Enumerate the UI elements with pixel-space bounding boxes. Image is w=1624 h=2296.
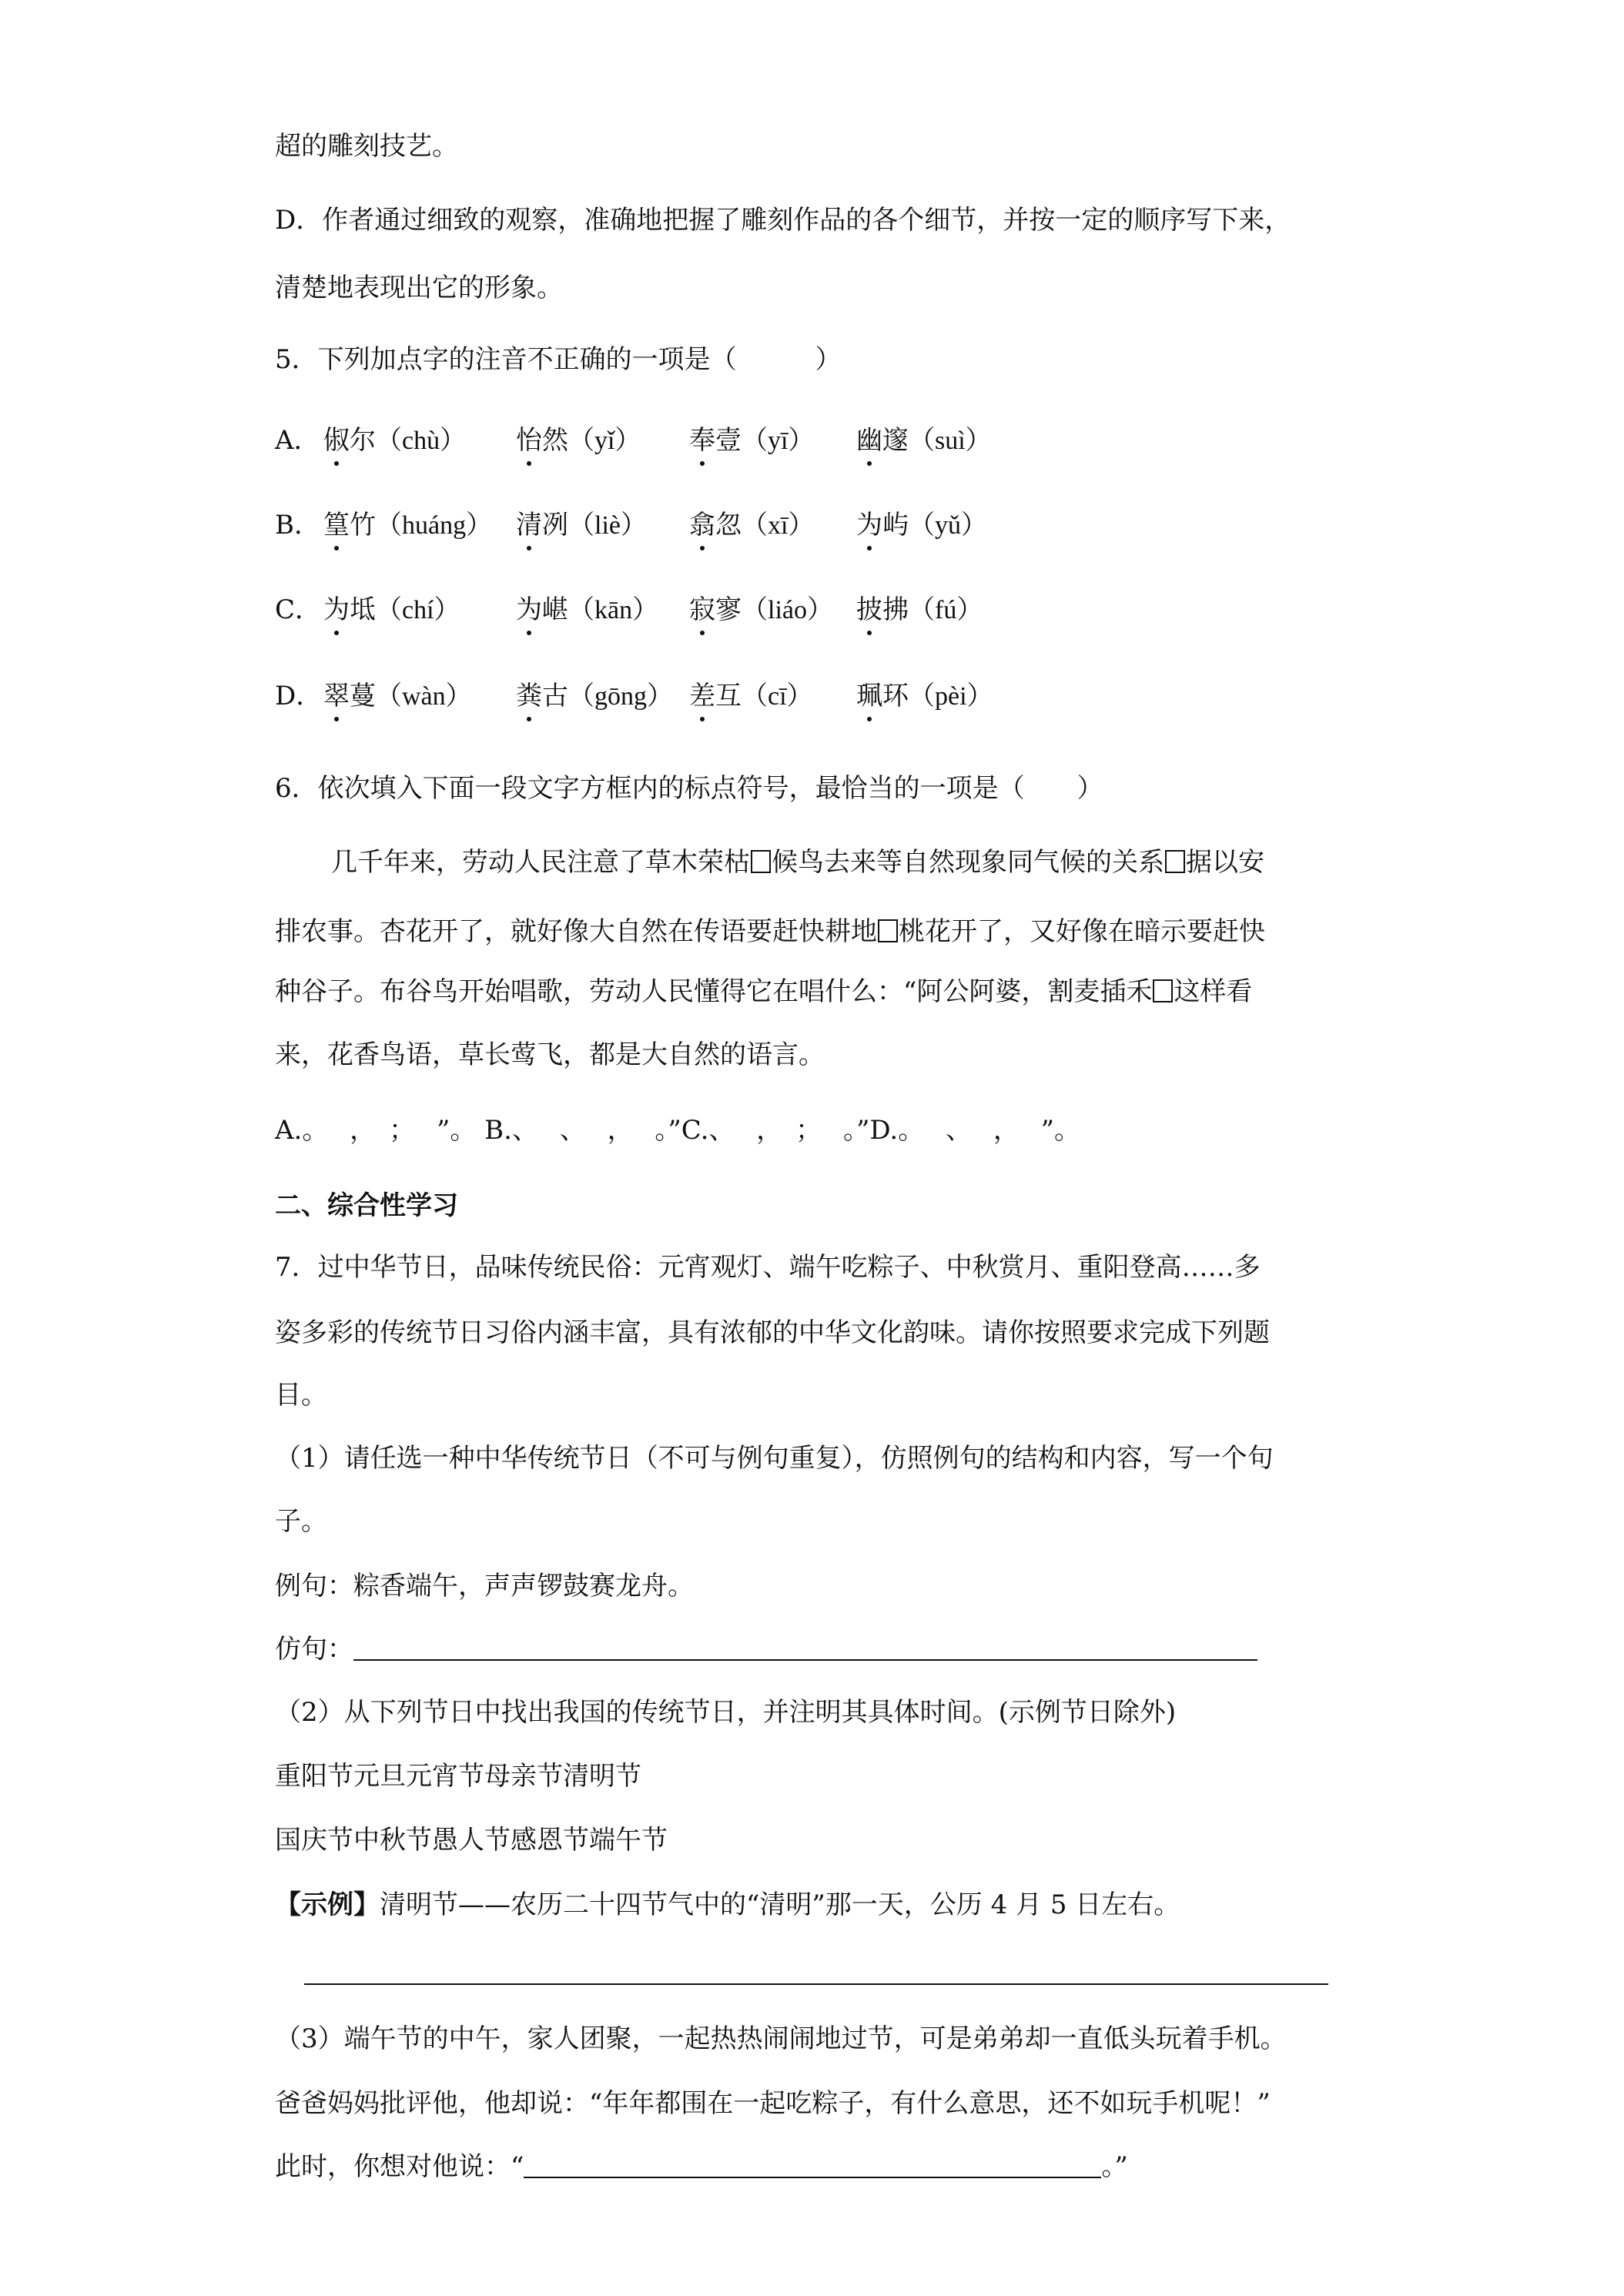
dotted-char: 披	[856, 591, 882, 628]
pinyin: （pèi）	[909, 682, 993, 711]
plain-char: 竹	[350, 510, 376, 541]
section-title: 二、综合性学习	[275, 1190, 458, 1221]
pinyin: （yī）	[742, 427, 815, 455]
pinyin: （chí）	[376, 596, 460, 624]
q4-option-d-line2: 清楚地表现出它的形象。	[275, 273, 563, 303]
blank-box	[1165, 850, 1185, 873]
q5-option-row	[275, 678, 993, 715]
blank-box	[751, 850, 771, 873]
q6-passage-line2	[275, 913, 1265, 950]
dotted-char: 为	[516, 591, 542, 628]
dotted-char: 怡	[516, 422, 542, 459]
plain-char: 邃	[882, 425, 909, 456]
q7-stem-line1: 7．过中华节日，品味传统民俗：元宵观灯、端午吃粽子、中秋赏月、重阳登高……多	[275, 1252, 1261, 1283]
q5-word	[516, 422, 641, 460]
dotted-char: 清	[516, 507, 542, 544]
q5-option-row	[275, 507, 987, 544]
q6-passage-segment: 几千年来，劳动人民注意了草木荣枯	[331, 847, 750, 878]
plain-char: 互	[715, 681, 742, 711]
pinyin: （yǐ）	[568, 427, 641, 455]
q7-stem-line3: 目。	[275, 1380, 327, 1411]
q4-option-c-tail: 超的雕刻技艺。	[275, 131, 458, 162]
q7-sub3-line2: 爸爸妈妈批评他，他却说：“年年都围在一起吃粽子，有什么意思，还不如玩手机呢！”	[275, 2088, 1271, 2119]
dotted-char: 幽	[856, 422, 882, 459]
pinyin: （liè）	[568, 511, 647, 540]
dotted-char: 翠	[323, 678, 350, 715]
plain-char: 冽	[542, 510, 568, 541]
q6-passage-line3	[275, 973, 1252, 1010]
sub3-answer-blank[interactable]	[524, 2152, 1101, 2178]
q5-word	[689, 591, 833, 629]
q5-option-label: C．	[275, 594, 322, 625]
q6-passage-segment: 排农事。杏花开了，就好像大自然在传语要赶快耕地	[275, 916, 877, 947]
q6-options: A.。 ， ； ”。 B.、 、 ， 。”C.、 ， ； 。”D.。 、 ， ”。	[275, 1115, 1081, 1146]
q7-sub3-prefix: 此时，你想对他说：“	[275, 2151, 524, 2182]
q6-passage-segment: 候鸟去来等自然现象同气候的关系	[772, 847, 1164, 878]
q6-passage-line4: 来，花香鸟语，草长莺飞，都是大自然的语言。	[275, 1039, 825, 1070]
q4-option-d-line1: D．作者通过细致的观察，准确地把握了雕刻作品的各个细节，并按一定的顺序写下来，	[275, 205, 1291, 236]
q6-passage-segment: 这样看	[1174, 976, 1253, 1007]
dotted-char: 寂	[689, 591, 715, 628]
q7-stem-line2: 姿多彩的传统节日习俗内涵丰富，具有浓郁的中华文化韵味。请你按照要求完成下列题	[275, 1317, 1270, 1348]
plain-char: 屿	[882, 510, 909, 541]
q7-sub2-stem: （2）从下列节日中找出我国的传统节日，并注明其具体时间。(示例节日除外)	[275, 1697, 1177, 1728]
q6-passage-segment: 桃花开了，又好像在暗示要赶快	[899, 916, 1265, 947]
plain-char: 然	[542, 425, 568, 456]
q7-imitate-label: 仿句：	[275, 1634, 353, 1665]
pinyin: （xī）	[742, 511, 815, 540]
pinyin: （gōng）	[568, 682, 673, 711]
q6-stem: 6．依次填入下面一段文字方框内的标点符号，最恰当的一项是（ ）	[275, 773, 1103, 804]
dotted-char: 俶	[323, 422, 350, 459]
q5-option-label: A．	[275, 425, 320, 456]
dotted-char: 为	[323, 591, 350, 628]
pinyin: （chù）	[376, 427, 467, 455]
dotted-char: 粪	[516, 678, 542, 715]
q5-stem: 5．下列加点字的注音不正确的一项是（ ）	[275, 344, 842, 375]
q5-option-label: B．	[275, 510, 320, 541]
plain-char: 嵁	[542, 594, 568, 625]
q7-imitate-row	[275, 1631, 1257, 1668]
q5-word	[689, 507, 814, 544]
pinyin: （suì）	[909, 427, 992, 455]
q7-festival-list-1: 重阳节元旦元宵节母亲节清明节	[275, 1761, 641, 1792]
q5-word	[323, 678, 472, 715]
q5-word	[856, 591, 983, 629]
dotted-char: 奉	[689, 422, 715, 459]
pinyin: （cī）	[742, 682, 813, 711]
q5-word	[323, 507, 492, 544]
pinyin: （yǔ）	[909, 511, 987, 540]
plain-char: 壹	[715, 425, 742, 456]
q7-sub3-line3	[275, 2148, 1128, 2185]
q5-option-row	[275, 422, 992, 459]
pinyin: （huáng）	[376, 511, 493, 540]
q7-sub3-suffix: 。”	[1101, 2151, 1128, 2182]
q5-word	[323, 591, 460, 629]
pinyin: （kān）	[568, 596, 659, 624]
plain-char: 古	[542, 681, 568, 711]
plain-char: 拂	[882, 594, 909, 625]
q5-word	[516, 591, 658, 629]
q7-sample-text: 清明节——农历二十四节气中的“清明”那一天，公历 4 月 5 日左右。	[380, 1889, 1180, 1920]
sub2-answer-line[interactable]	[304, 1983, 1328, 1985]
blank-box	[1153, 979, 1173, 1002]
plain-char: 坻	[350, 594, 376, 625]
dotted-char: 翕	[689, 507, 715, 544]
q7-sample-tag: 【示例】	[275, 1889, 380, 1920]
q6-passage-segment: 种谷子。布谷鸟开始唱歌，劳动人民懂得它在唱什么：“阿公阿婆，割麦插禾	[275, 976, 1153, 1007]
q6-passage-segment: 据以安	[1186, 847, 1264, 878]
q7-example: 例句：粽香端午，声声锣鼓赛龙舟。	[275, 1571, 694, 1602]
q5-option-row	[275, 591, 983, 628]
q5-word	[856, 507, 987, 544]
q5-word	[856, 422, 992, 460]
q7-sub3-line1: （3）端午节的中午，家人团聚，一起热热闹闹地过节，可是弟弟却一直低头玩着手机。	[275, 2023, 1287, 2054]
q7-sample	[275, 1886, 1180, 1923]
q6-passage-line1	[331, 844, 1264, 881]
plain-char: 寥	[715, 594, 742, 625]
q7-sub1-line1: （1）请任选一种中华传统节日（不可与例句重复），仿照例句的结构和内容，写一个句	[275, 1443, 1274, 1474]
plain-char: 忽	[715, 510, 742, 541]
q7-festival-list-2: 国庆节中秋节愚人节感恩节端午节	[275, 1825, 668, 1856]
q5-option-label: D．	[275, 681, 323, 711]
dotted-char: 为	[856, 507, 882, 544]
q5-word	[516, 678, 673, 715]
dotted-char: 差	[689, 678, 715, 715]
blank-box	[878, 919, 898, 942]
q5-word	[689, 678, 813, 715]
pinyin: （fú）	[909, 596, 983, 624]
dotted-char: 珮	[856, 678, 882, 715]
q7-sub1-line2: 子。	[275, 1506, 327, 1537]
dotted-char: 篁	[323, 507, 350, 544]
q5-word	[516, 507, 647, 544]
q5-word	[689, 422, 814, 460]
q5-word	[856, 678, 993, 715]
imitate-answer-blank[interactable]	[353, 1635, 1257, 1661]
plain-char: 尔	[350, 425, 376, 456]
pinyin: （wàn）	[376, 682, 472, 711]
plain-char: 环	[882, 681, 909, 711]
q5-word	[323, 422, 466, 460]
plain-char: 蔓	[350, 681, 376, 711]
pinyin: （liáo）	[742, 596, 833, 624]
